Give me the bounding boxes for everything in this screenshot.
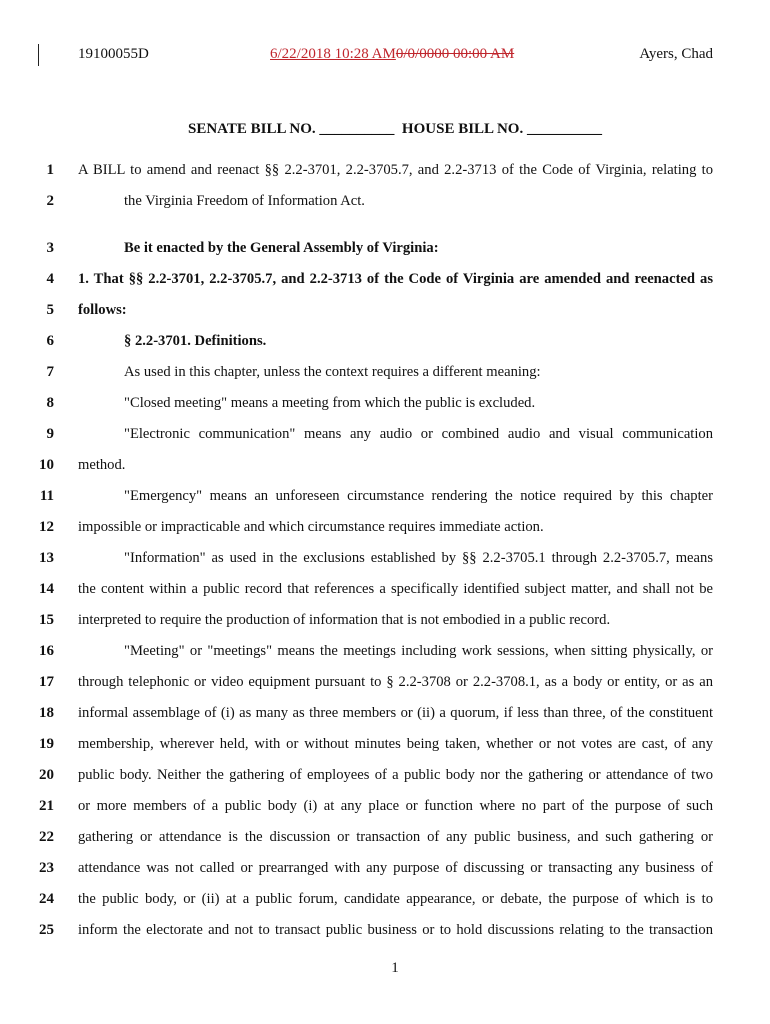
- line-number: 25: [39, 922, 54, 938]
- bill-line: the Virginia Freedom of Information Act.: [124, 193, 365, 209]
- line-number: 23: [39, 860, 54, 876]
- line-number: 14: [39, 581, 54, 597]
- bill-line: "Information" as used in the exclusions established by §§ 2.2-3705.1 through 2.2-3705.7, means: [124, 550, 713, 566]
- bill-line: method.: [78, 457, 126, 473]
- bill-line: impossible or impracticable and which circumstance requires immediate action.: [78, 519, 544, 535]
- line-number: 8: [46, 395, 54, 411]
- bill-line: inform the electorate and not to transact public business or to hold discussions relating to the transaction: [78, 922, 713, 938]
- bill-line: "Emergency" means an unforeseen circumstance rendering the notice required by this chapter: [124, 488, 713, 504]
- line-number: 4: [46, 271, 54, 287]
- line-number: 5: [46, 302, 54, 318]
- line-number: 1: [46, 162, 54, 178]
- line-number: 16: [39, 643, 54, 659]
- bill-line: A BILL to amend and reenact §§ 2.2-3701, 2.2-3705.7, and 2.2-3713 of the Code of Virginia, relating to: [78, 162, 713, 178]
- line-number: 6: [46, 333, 54, 349]
- line-number: 10: [39, 457, 54, 473]
- bill-line: "Electronic communication" means any audio or combined audio and visual communication: [124, 426, 713, 442]
- line-number: 2: [46, 193, 54, 209]
- bill-line: interpreted to require the production of information that is not embodied in a public record.: [78, 612, 611, 628]
- line-number: 20: [39, 767, 54, 783]
- line-number: 9: [46, 426, 54, 442]
- deleted-date: 0/0/0000 00:00 AM: [395, 46, 515, 62]
- line-number: 3: [46, 240, 54, 256]
- page-number: 1: [391, 960, 399, 976]
- bill-line: gathering or attendance is the discussion or transaction of any public business, and such gathering or: [78, 829, 713, 845]
- enacting-clause: Be it enacted by the General Assembly of Virginia:: [124, 240, 439, 256]
- bill-line: attendance was not called or prearranged with any purpose of discussing or transacting any business of: [78, 860, 713, 876]
- line-number: 15: [39, 612, 54, 628]
- bill-title: SENATE BILL NO. __________ HOUSE BILL NO. __________: [188, 121, 602, 137]
- bill-line: As used in this chapter, unless the context requires a different meaning:: [124, 364, 541, 380]
- section-heading: § 2.2-3701. Definitions.: [124, 333, 267, 349]
- author-name: Ayers, Chad: [639, 46, 713, 62]
- line-number: 19: [39, 736, 54, 752]
- revision-margin-bar: [38, 44, 39, 66]
- bill-line: the public body, or (ii) at a public forum, candidate appearance, or debate, the purpose of which is to: [78, 891, 713, 907]
- bill-line: informal assemblage of (i) as many as three members or (ii) a quorum, if less than three, of the constituent: [78, 705, 713, 721]
- bill-line: or more members of a public body (i) at any place or function where no part of the purpose of such: [78, 798, 713, 814]
- line-number: 17: [39, 674, 54, 690]
- bill-line: public body. Neither the gathering of employees of a public body nor the gathering or attendance of two: [78, 767, 713, 783]
- line-number: 7: [46, 364, 54, 380]
- inserted-date: 6/22/2018 10:28 AM: [270, 46, 396, 62]
- bill-line: 1. That §§ 2.2-3701, 2.2-3705.7, and 2.2-3713 of the Code of Virginia are amended and reenacted as: [78, 271, 713, 287]
- line-number: 13: [39, 550, 54, 566]
- bill-line: follows:: [78, 302, 127, 318]
- line-number: 18: [39, 705, 54, 721]
- bill-line: "Closed meeting" means a meeting from which the public is excluded.: [124, 395, 536, 411]
- bill-line: the content within a public record that references a specifically identified subject matter, and shall not be: [78, 581, 713, 597]
- bill-line: membership, wherever held, with or without minutes being taken, whether or not votes are cast, of any: [78, 736, 713, 752]
- line-number: 22: [39, 829, 54, 845]
- document-id: 19100055D: [78, 46, 149, 62]
- revision-date: [270, 46, 514, 63]
- line-number: 11: [39, 488, 54, 504]
- line-number: 21: [39, 798, 54, 814]
- bill-line: through telephonic or video equipment pursuant to § 2.2-3708 or 2.2-3708.1, as a body or entity, or as an: [78, 674, 713, 690]
- line-number: 12: [39, 519, 54, 535]
- line-number: 24: [39, 891, 54, 907]
- bill-line: "Meeting" or "meetings" means the meetings including work sessions, when sitting physically, or: [124, 643, 713, 659]
